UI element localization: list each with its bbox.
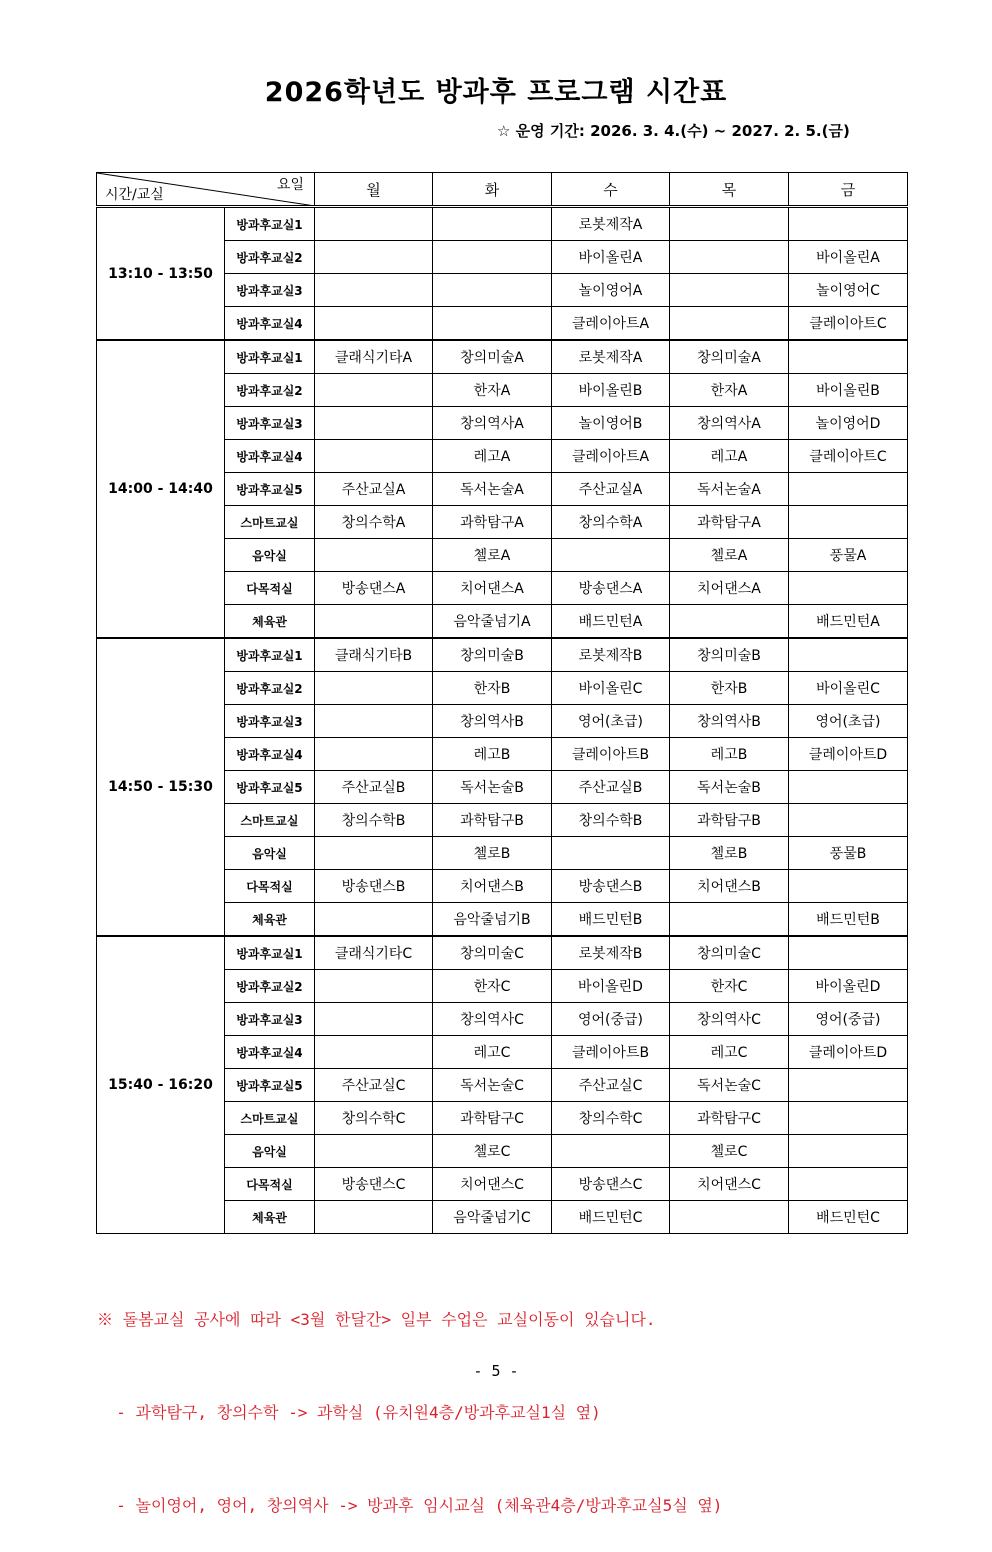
- room-name: 체육관: [225, 605, 315, 639]
- class-cell: 로봇제작B: [552, 638, 670, 672]
- class-cell: [789, 1168, 908, 1201]
- class-cell: [315, 1135, 433, 1168]
- class-cell: [670, 1201, 789, 1234]
- room-name: 방과후교실3: [225, 407, 315, 440]
- class-cell: 창의역사B: [433, 705, 552, 738]
- class-cell: 주산교실A: [552, 473, 670, 506]
- class-cell: 클레이아트D: [789, 1036, 908, 1069]
- class-cell: 배드민턴C: [552, 1201, 670, 1234]
- page-title: 2026학년도 방과후 프로그램 시간표: [264, 77, 728, 108]
- class-cell: 첼로A: [670, 539, 789, 572]
- class-cell: 바이올린B: [789, 374, 908, 407]
- room-name: 방과후교실4: [225, 738, 315, 771]
- class-cell: 영어(중급): [552, 1003, 670, 1036]
- class-cell: [433, 207, 552, 241]
- class-cell: 치어댄스A: [670, 572, 789, 605]
- class-cell: 한자A: [433, 374, 552, 407]
- class-cell: 한자C: [670, 970, 789, 1003]
- table-row: [97, 340, 908, 374]
- class-cell: 과학탐구A: [433, 506, 552, 539]
- class-cell: 창의역사C: [670, 1003, 789, 1036]
- class-cell: 창의역사C: [433, 1003, 552, 1036]
- note-line: ※ 돌봄교실 공사에 따라 <3월 한달간> 일부 수업은 교실이동이 있습니다.: [97, 1310, 656, 1329]
- class-cell: [670, 241, 789, 274]
- class-cell: 풍물A: [789, 539, 908, 572]
- class-cell: [433, 241, 552, 274]
- room-name: 방과후교실5: [225, 1069, 315, 1102]
- room-name: 방과후교실3: [225, 1003, 315, 1036]
- room-name: 방과후교실3: [225, 705, 315, 738]
- class-cell: 방송댄스C: [315, 1168, 433, 1201]
- schedule-body: [97, 207, 908, 1234]
- class-cell: 독서논술C: [670, 1069, 789, 1102]
- class-cell: 배드민턴C: [789, 1201, 908, 1234]
- class-cell: 한자C: [433, 970, 552, 1003]
- class-cell: [315, 605, 433, 639]
- class-cell: [789, 638, 908, 672]
- class-cell: 놀이영어B: [552, 407, 670, 440]
- class-cell: 창의미술B: [670, 638, 789, 672]
- class-cell: 바이올린A: [789, 241, 908, 274]
- day-header: 화: [433, 173, 552, 207]
- class-cell: 독서논술A: [433, 473, 552, 506]
- day-header: 금: [789, 173, 908, 207]
- class-cell: 바이올린C: [789, 672, 908, 705]
- corner-header: [97, 173, 315, 207]
- time-slot: 14:50 - 15:30: [97, 638, 225, 936]
- class-cell: 창의미술C: [670, 936, 789, 970]
- class-cell: 창의미술A: [670, 340, 789, 374]
- room-name: 체육관: [225, 1201, 315, 1234]
- room-name: 방과후교실4: [225, 307, 315, 341]
- class-cell: [789, 771, 908, 804]
- class-cell: [670, 207, 789, 241]
- class-cell: [552, 837, 670, 870]
- table-row: [97, 936, 908, 970]
- room-name: 방과후교실2: [225, 672, 315, 705]
- class-cell: 클래식기타B: [315, 638, 433, 672]
- class-cell: [315, 407, 433, 440]
- class-cell: [315, 539, 433, 572]
- class-cell: 치어댄스C: [670, 1168, 789, 1201]
- time-room-axis-label: 시간/교실: [105, 187, 164, 203]
- class-cell: 치어댄스B: [670, 870, 789, 903]
- class-cell: 창의미술A: [433, 340, 552, 374]
- class-cell: 과학탐구C: [433, 1102, 552, 1135]
- room-name: 방과후교실2: [225, 241, 315, 274]
- class-cell: 주산교실C: [315, 1069, 433, 1102]
- class-cell: [789, 870, 908, 903]
- class-cell: 창의미술B: [433, 638, 552, 672]
- room-name: 음악실: [225, 1135, 315, 1168]
- class-cell: 클레이아트C: [789, 307, 908, 341]
- class-cell: [552, 1135, 670, 1168]
- operation-period: ☆ 운영 기간: 2026. 3. 4.(수) ~ 2027. 2. 5.(금): [497, 122, 850, 140]
- class-cell: [433, 307, 552, 341]
- class-cell: 과학탐구B: [433, 804, 552, 837]
- room-name: 방과후교실1: [225, 340, 315, 374]
- note-line: - 놀이영어, 영어, 창의역사 -> 방과후 임시교실 (체육관4층/방과후교실5실 옆): [97, 1496, 723, 1515]
- class-cell: 주산교실C: [552, 1069, 670, 1102]
- class-cell: 레고B: [670, 738, 789, 771]
- class-cell: 주산교실A: [315, 473, 433, 506]
- class-cell: 독서논술B: [670, 771, 789, 804]
- room-name: 방과후교실4: [225, 440, 315, 473]
- class-cell: [433, 274, 552, 307]
- class-cell: [315, 374, 433, 407]
- class-cell: [315, 672, 433, 705]
- class-cell: 레고C: [670, 1036, 789, 1069]
- class-cell: [789, 473, 908, 506]
- class-cell: 레고B: [433, 738, 552, 771]
- class-cell: [670, 274, 789, 307]
- room-name: 방과후교실2: [225, 970, 315, 1003]
- class-cell: 독서논술B: [433, 771, 552, 804]
- class-cell: 로봇제작B: [552, 936, 670, 970]
- class-cell: 음악줄넘기B: [433, 903, 552, 937]
- class-cell: 영어(초급): [552, 705, 670, 738]
- time-slot: 15:40 - 16:20: [97, 936, 225, 1234]
- class-cell: 배드민턴B: [789, 903, 908, 937]
- class-cell: 방송댄스B: [552, 870, 670, 903]
- table-row: [97, 638, 908, 672]
- class-cell: 배드민턴B: [552, 903, 670, 937]
- class-cell: [670, 307, 789, 341]
- class-cell: 첼로B: [670, 837, 789, 870]
- class-cell: 영어(초급): [789, 705, 908, 738]
- class-cell: 클레이아트D: [789, 738, 908, 771]
- class-cell: [315, 705, 433, 738]
- table-row: [97, 207, 908, 241]
- room-name: 다목적실: [225, 1168, 315, 1201]
- class-cell: [789, 1135, 908, 1168]
- room-name: 방과후교실1: [225, 936, 315, 970]
- class-cell: [789, 506, 908, 539]
- class-cell: 놀이영어D: [789, 407, 908, 440]
- room-name: 스마트교실: [225, 1102, 315, 1135]
- class-cell: [315, 307, 433, 341]
- class-cell: 창의수학A: [315, 506, 433, 539]
- class-cell: 치어댄스A: [433, 572, 552, 605]
- class-cell: 첼로C: [433, 1135, 552, 1168]
- class-cell: 창의수학B: [552, 804, 670, 837]
- room-name: 방과후교실5: [225, 473, 315, 506]
- room-name: 방과후교실1: [225, 638, 315, 672]
- class-cell: 독서논술C: [433, 1069, 552, 1102]
- class-cell: 창의역사B: [670, 705, 789, 738]
- class-cell: 로봇제작A: [552, 207, 670, 241]
- class-cell: 과학탐구B: [670, 804, 789, 837]
- time-slot: 14:00 - 14:40: [97, 340, 225, 638]
- class-cell: 바이올린B: [552, 374, 670, 407]
- class-cell: [315, 440, 433, 473]
- room-name: 방과후교실1: [225, 207, 315, 241]
- class-cell: [315, 1003, 433, 1036]
- room-name: 방과후교실4: [225, 1036, 315, 1069]
- class-cell: 배드민턴A: [789, 605, 908, 639]
- class-cell: 창의수학C: [315, 1102, 433, 1135]
- class-cell: [315, 903, 433, 937]
- class-cell: 클레이아트B: [552, 738, 670, 771]
- class-cell: 첼로A: [433, 539, 552, 572]
- class-cell: 클래식기타C: [315, 936, 433, 970]
- class-cell: 한자A: [670, 374, 789, 407]
- class-cell: 바이올린D: [789, 970, 908, 1003]
- class-cell: 창의수학A: [552, 506, 670, 539]
- class-cell: 풍물B: [789, 837, 908, 870]
- class-cell: [670, 903, 789, 937]
- class-cell: 첼로C: [670, 1135, 789, 1168]
- room-name: 방과후교실3: [225, 274, 315, 307]
- class-cell: [789, 572, 908, 605]
- day-axis-label: 요일: [276, 177, 304, 193]
- class-cell: 창의역사A: [433, 407, 552, 440]
- class-cell: 영어(중급): [789, 1003, 908, 1036]
- class-cell: 바이올린C: [552, 672, 670, 705]
- class-cell: 클레이아트B: [552, 1036, 670, 1069]
- class-cell: 로봇제작A: [552, 340, 670, 374]
- room-name: 스마트교실: [225, 506, 315, 539]
- class-cell: 클레이아트A: [552, 307, 670, 341]
- class-cell: [315, 207, 433, 241]
- class-cell: 클레이아트A: [552, 440, 670, 473]
- class-cell: [315, 274, 433, 307]
- day-header: 목: [670, 173, 789, 207]
- class-cell: [315, 241, 433, 274]
- class-cell: [315, 970, 433, 1003]
- class-cell: [315, 837, 433, 870]
- class-cell: 방송댄스B: [315, 870, 433, 903]
- class-cell: [789, 340, 908, 374]
- class-cell: 창의미술C: [433, 936, 552, 970]
- room-name: 스마트교실: [225, 804, 315, 837]
- class-cell: 놀이영어A: [552, 274, 670, 307]
- class-cell: 배드민턴A: [552, 605, 670, 639]
- class-cell: [789, 936, 908, 970]
- class-cell: 레고A: [433, 440, 552, 473]
- class-cell: 음악줄넘기C: [433, 1201, 552, 1234]
- room-name: 다목적실: [225, 870, 315, 903]
- class-cell: 독서논술A: [670, 473, 789, 506]
- class-cell: 창의수학C: [552, 1102, 670, 1135]
- class-cell: 치어댄스C: [433, 1168, 552, 1201]
- note-line: - 과학탐구, 창의수학 -> 과학실 (유치원4층/방과후교실1실 옆): [97, 1403, 601, 1422]
- room-name: 방과후교실2: [225, 374, 315, 407]
- class-cell: 창의수학B: [315, 804, 433, 837]
- class-cell: [315, 1036, 433, 1069]
- class-cell: 치어댄스B: [433, 870, 552, 903]
- class-cell: 과학탐구C: [670, 1102, 789, 1135]
- class-cell: 클래식기타A: [315, 340, 433, 374]
- page-number: - 5 -: [473, 1362, 519, 1380]
- class-cell: 한자B: [433, 672, 552, 705]
- class-cell: [789, 1102, 908, 1135]
- class-cell: 레고A: [670, 440, 789, 473]
- class-cell: 창의역사A: [670, 407, 789, 440]
- class-cell: [670, 605, 789, 639]
- room-name: 다목적실: [225, 572, 315, 605]
- class-cell: 방송댄스C: [552, 1168, 670, 1201]
- header-row: [97, 173, 908, 207]
- notes: [97, 1242, 722, 1552]
- time-slot: 13:10 - 13:50: [97, 207, 225, 341]
- class-cell: 음악줄넘기A: [433, 605, 552, 639]
- class-cell: [789, 804, 908, 837]
- class-cell: 방송댄스A: [552, 572, 670, 605]
- class-cell: 주산교실B: [315, 771, 433, 804]
- class-cell: 바이올린A: [552, 241, 670, 274]
- day-header: 수: [552, 173, 670, 207]
- class-cell: [789, 207, 908, 241]
- room-name: 음악실: [225, 539, 315, 572]
- class-cell: 한자B: [670, 672, 789, 705]
- room-name: 음악실: [225, 837, 315, 870]
- class-cell: 과학탐구A: [670, 506, 789, 539]
- class-cell: [315, 1201, 433, 1234]
- class-cell: [552, 539, 670, 572]
- class-cell: 주산교실B: [552, 771, 670, 804]
- class-cell: 레고C: [433, 1036, 552, 1069]
- class-cell: [315, 738, 433, 771]
- class-cell: [789, 1069, 908, 1102]
- room-name: 체육관: [225, 903, 315, 937]
- class-cell: 클레이아트C: [789, 440, 908, 473]
- day-header: 월: [315, 173, 433, 207]
- class-cell: 놀이영어C: [789, 274, 908, 307]
- class-cell: 방송댄스A: [315, 572, 433, 605]
- class-cell: 첼로B: [433, 837, 552, 870]
- class-cell: 바이올린D: [552, 970, 670, 1003]
- room-name: 방과후교실5: [225, 771, 315, 804]
- schedule-table: [96, 172, 908, 1234]
